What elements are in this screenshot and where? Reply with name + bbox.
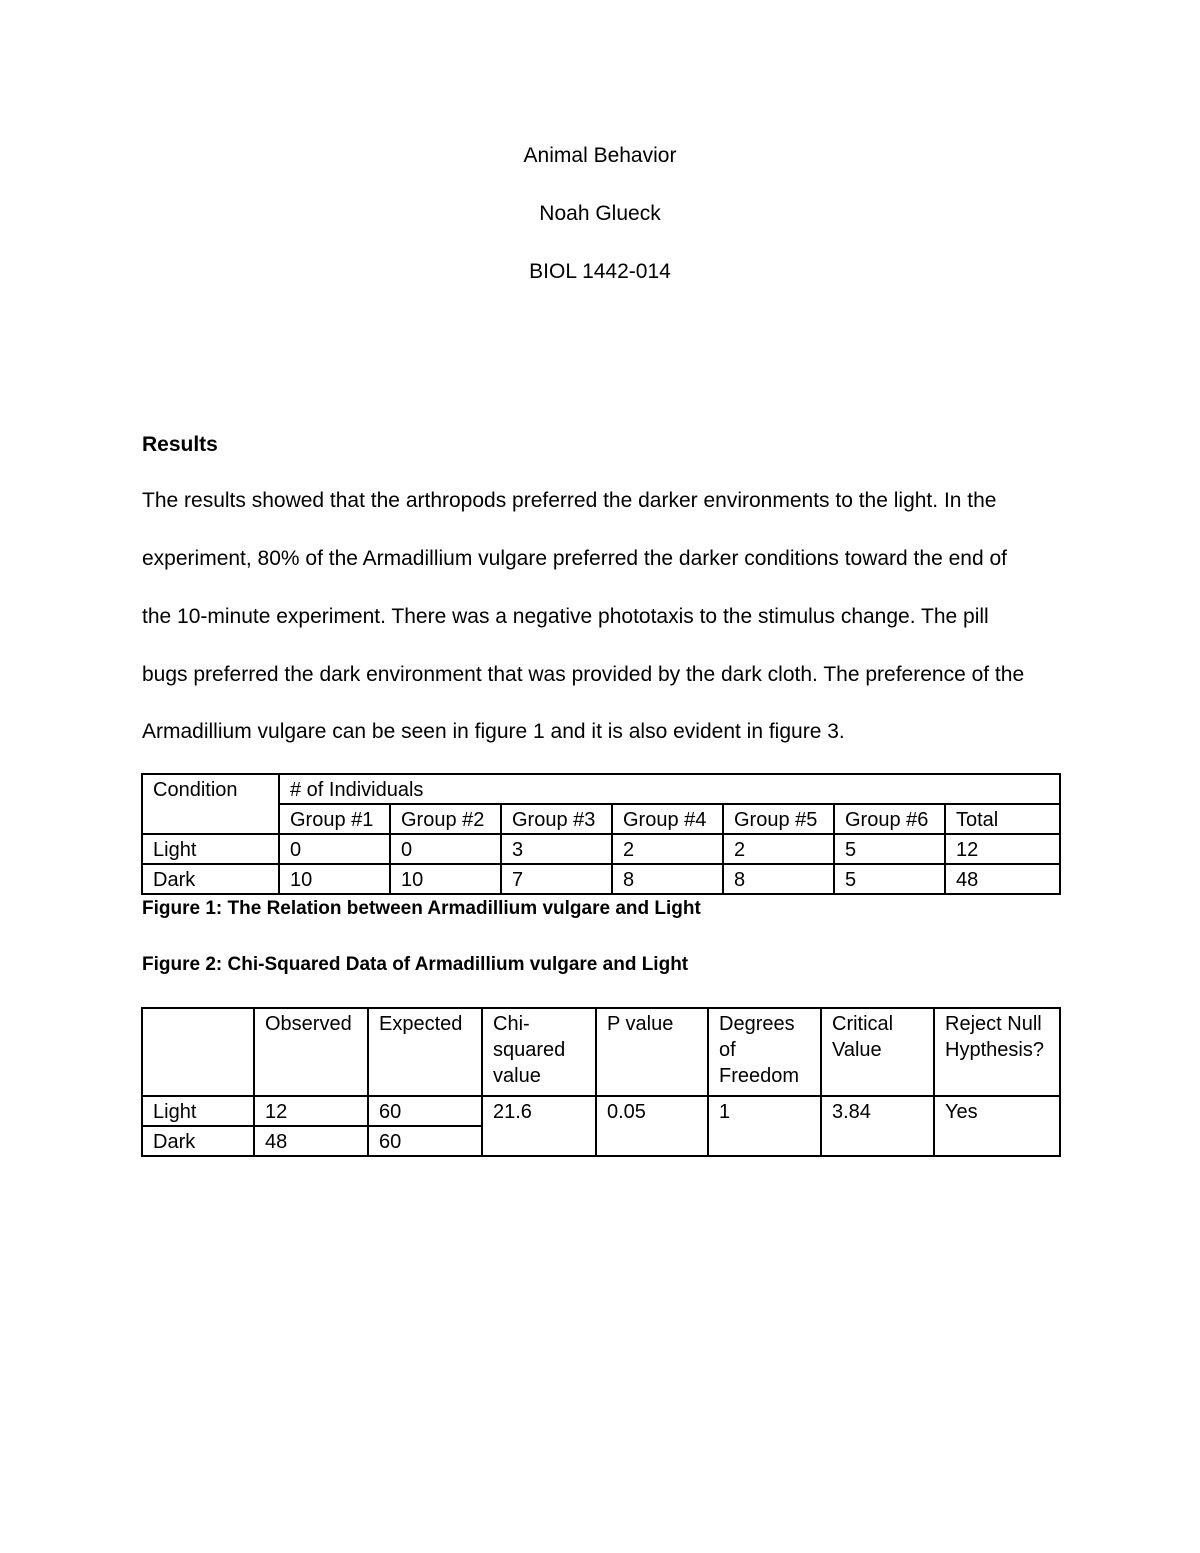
header-line: Value [832, 1039, 882, 1061]
table-row [142, 1096, 1060, 1126]
table-cell: 60 [368, 1096, 482, 1126]
expected-header-cell: Expected [368, 1008, 482, 1096]
table-subheader-row [142, 804, 1060, 834]
chi-squared-value-cell: 21.6 [482, 1096, 596, 1156]
header-line: Critical [832, 1013, 894, 1035]
critical-value-cell: 3.84 [821, 1096, 934, 1156]
table-cell: 5 [834, 864, 945, 894]
table-cell: 8 [723, 864, 834, 894]
individuals-header-cell: # of Individuals [279, 774, 1060, 804]
table-cell: 10 [390, 864, 501, 894]
author-name: Noah Glueck [539, 202, 661, 225]
critical-value-header-cell [821, 1008, 934, 1096]
results-heading: Results [142, 433, 218, 456]
table-header-row [142, 1008, 1060, 1096]
table-cell: 48 [945, 864, 1060, 894]
table-cell: 3 [501, 834, 612, 864]
table-cell: 0 [390, 834, 501, 864]
table-cell: 10 [279, 864, 390, 894]
figure-1-caption: Figure 1: The Relation between Armadillium vulgare and Light [142, 898, 701, 919]
course-topic: Animal Behavior [523, 144, 677, 167]
chi-squared-header-cell [482, 1008, 596, 1096]
p-value-header-cell: P value [596, 1008, 708, 1096]
reject-null-header-cell [934, 1008, 1060, 1096]
table-cell: 60 [368, 1126, 482, 1156]
empty-header-cell [142, 1008, 254, 1096]
condition-header-cell: Condition [142, 774, 279, 834]
table-header-row [142, 774, 1060, 804]
row-label-cell: Dark [142, 864, 279, 894]
table-cell: 48 [254, 1126, 368, 1156]
header-line: squared [493, 1039, 566, 1061]
figure-2-caption: Figure 2: Chi-Squared Data of Armadillium vulgare and Light [142, 954, 689, 975]
table-cell: 8 [612, 864, 723, 894]
chi-squared-table [141, 1007, 1061, 1157]
group-header-cell: Group #6 [834, 804, 945, 834]
group-header-cell: Group #3 [501, 804, 612, 834]
results-paragraph-line: The results showed that the arthropods preferred the darker environments to the light. In the [142, 489, 997, 512]
results-paragraph-line: Armadillium vulgare can be seen in figure 1 and it is also evident in figure 3. [142, 720, 845, 743]
reject-null-cell: Yes [934, 1096, 1060, 1156]
table-cell: 2 [723, 834, 834, 864]
results-paragraph-line: experiment, 80% of the Armadillium vulgare preferred the darker conditions toward the end of [142, 547, 1007, 570]
table-row [142, 864, 1060, 894]
table-cell: 12 [254, 1096, 368, 1126]
header-line: Degrees [719, 1013, 795, 1035]
total-header-cell: Total [945, 804, 1060, 834]
row-label-cell: Light [142, 1096, 254, 1126]
table-cell: 12 [945, 834, 1060, 864]
row-label-cell: Dark [142, 1126, 254, 1156]
table-cell: 5 [834, 834, 945, 864]
group-header-cell: Group #5 [723, 804, 834, 834]
group-header-cell: Group #1 [279, 804, 390, 834]
p-value-cell: 0.05 [596, 1096, 708, 1156]
course-code: BIOL 1442-014 [529, 260, 671, 283]
header-line: Freedom [719, 1065, 800, 1087]
results-paragraph-line: the 10-minute experiment. There was a negative phototaxis to the stimulus change. The pill [142, 605, 989, 628]
header-line: value [493, 1065, 541, 1087]
observed-header-cell: Observed [254, 1008, 368, 1096]
row-label-cell: Light [142, 834, 279, 864]
group-header-cell: Group #4 [612, 804, 723, 834]
table-cell: 0 [279, 834, 390, 864]
header-line: Chi- [493, 1013, 530, 1035]
header-line: of [719, 1039, 736, 1061]
degrees-of-freedom-header-cell [708, 1008, 821, 1096]
table-row [142, 834, 1060, 864]
table-cell: 7 [501, 864, 612, 894]
group-header-cell: Group #2 [390, 804, 501, 834]
header-line: Hypthesis? [945, 1039, 1044, 1061]
degrees-of-freedom-cell: 1 [708, 1096, 821, 1156]
individuals-table [141, 773, 1061, 895]
header-line: Reject Null [945, 1013, 1042, 1035]
results-paragraph-line: bugs preferred the dark environment that was provided by the dark cloth. The preference of the [142, 663, 1025, 686]
table-cell: 2 [612, 834, 723, 864]
